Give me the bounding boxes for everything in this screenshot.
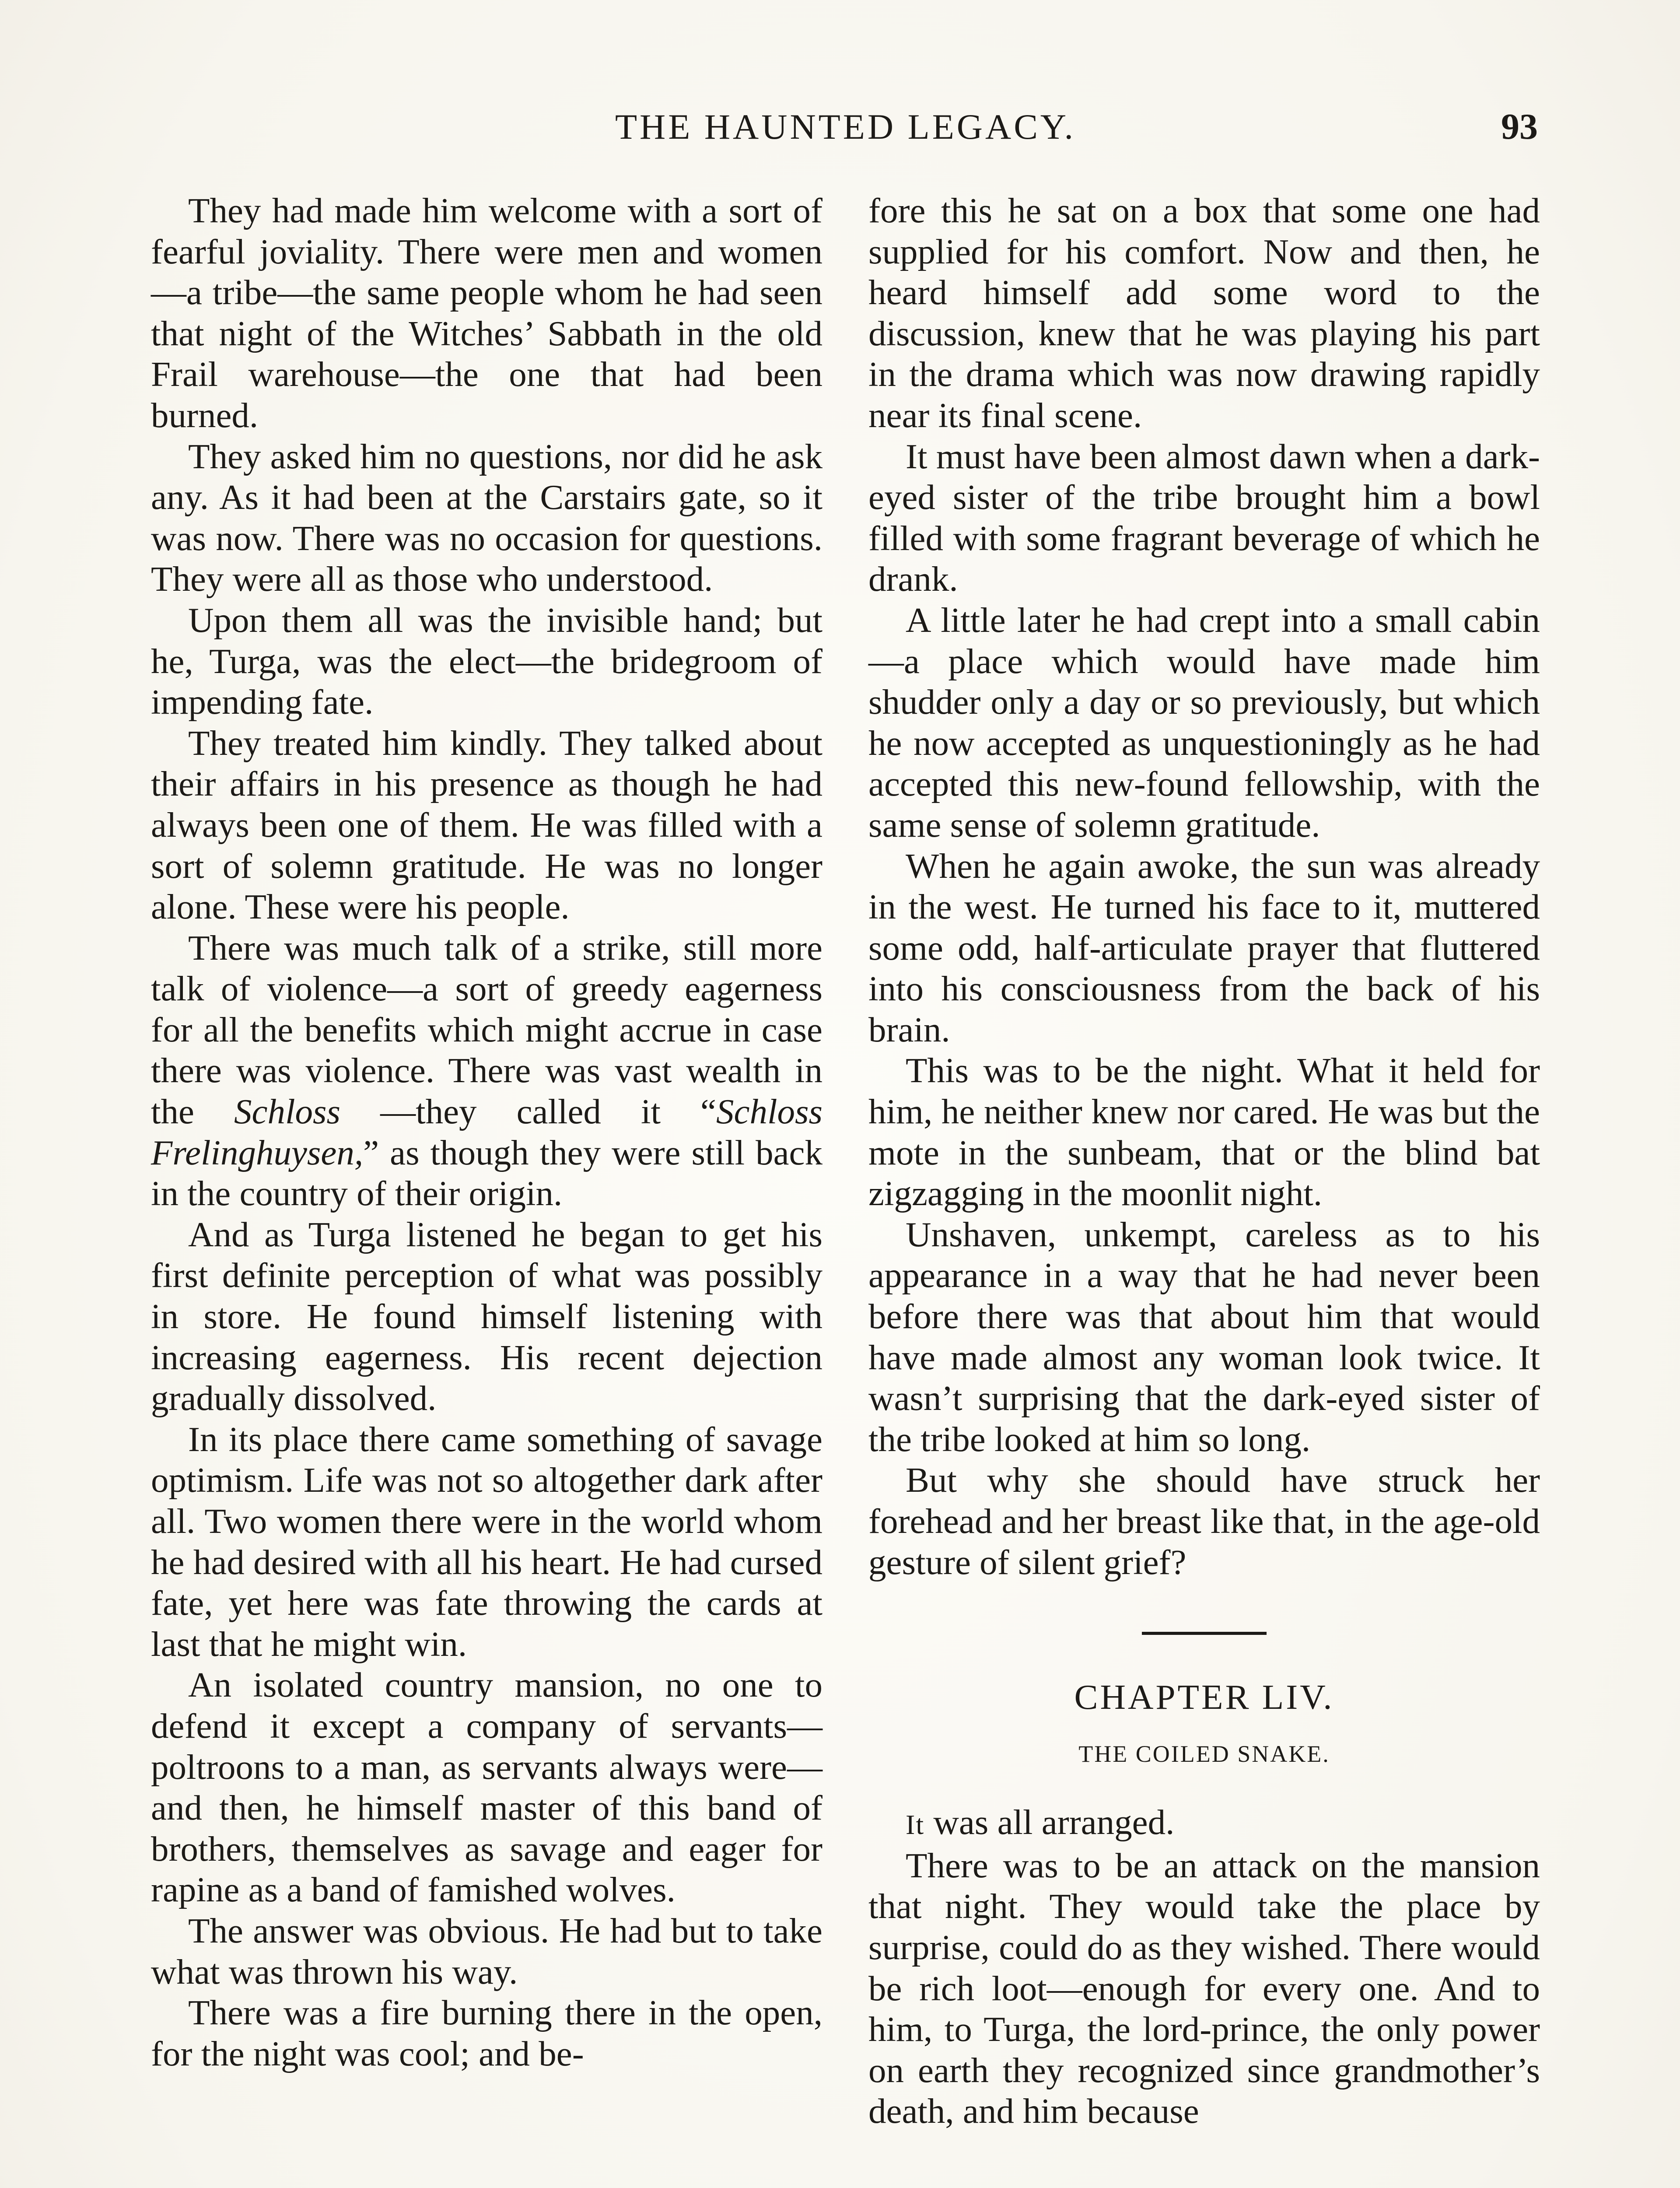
page-number: 93 [1501, 106, 1538, 147]
small-caps-opening: It [906, 1809, 925, 1841]
left-column [151, 190, 822, 2074]
paragraph: fore this he sat on a box that some one had supplied for his comfort. Now and then, he heard himself add some word to the discussion, knew that he was playing his part in the drama which was now drawing rapidly near its final scene. [868, 191, 1540, 435]
paragraph: They treated him kindly. They talked about their affairs in his presence as though he had always been one of them. He was filled with a sort of solemn gratitude. He was no longer alone. These were his people. [151, 723, 822, 927]
text-run: —they called it “ [340, 1092, 716, 1132]
paragraph: This was to be the night. What it held for him, he neither knew nor cared. He was but the mote in the sunbeam, that or the blind bat zigzagging in the moonlit night. [868, 1051, 1540, 1213]
paragraph: Upon them all was the invisible hand; but he, Turga, was the elect—the bridegroom of impending fate. [151, 600, 822, 722]
section-divider [1142, 1632, 1267, 1635]
paragraph: An isolated country mansion, no one to defend it except a company of servants—poltroons to a man, as servants always were—and then, he himself master of this band of brothers, themselves as savage and eager for rapine as a band of famished wolves. [151, 1665, 822, 1910]
paragraph: But why she should have struck her forehead and her breast like that, in the age-old gesture of silent grief? [868, 1460, 1540, 1582]
paragraph: Unshaven, unkempt, careless as to his appearance in a way that he had never been before there was that about him that would have made almost any woman look twice. It wasn’t surprising that the dark-eyed sister of the tribe looked at him so long. [868, 1214, 1540, 1459]
right-column [868, 190, 1540, 2132]
paragraph: There was a fire burning there in the open, for the night was cool; and be- [151, 1993, 822, 2073]
paragraph: When he again awoke, the sun was already in the west. He turned his face to it, muttered some odd, half-articulate prayer that fluttered into his consciousness from the back of his brain. [868, 846, 1540, 1049]
paragraph: And as Turga listened he began to get his first definite perception of what was possibly in store. He found himself listening with increasing eagerness. His recent dejection gradually dissolved. [151, 1214, 822, 1418]
paragraph [151, 928, 822, 1214]
text-run: There was much talk of a strike, still more talk of violence—a sort of greedy eagerness for all the benefits which might accrue in case there was violence. There was vast wealth in the [151, 928, 822, 1132]
italic-text: Schloss Frelinghuysen, [151, 1092, 822, 1172]
paragraph [868, 1802, 1540, 1845]
text-run: ” as though they were still back in the country of their origin. [151, 1133, 822, 1213]
running-head: THE HAUNTED LEGACY. [615, 107, 1076, 147]
paragraph: A little later he had crept into a small cabin—a place which would have made him shudder only a day or so previously, but which he now accepted as unquestioningly as he had accepted this new-found fellowship, with the same sense of solemn gratitude. [868, 600, 1540, 845]
paragraph: In its place there came something of savage optimism. Life was not so altogether dark after all. Two women there were in the world whom he had desired with all his heart. He had cursed fate, yet here was fate throwing the cards at last that he might win. [151, 1419, 822, 1664]
italic-text: Schloss [234, 1092, 341, 1132]
paragraph: They had made him welcome with a sort of fearful joviality. There were men and women—a tribe—the same people whom he had seen that night of the Witches’ Sabbath in the old Frail warehouse—the one that had been burned. [151, 191, 822, 435]
paragraph: It must have been almost dawn when a dark-eyed sister of the tribe brought him a bowl filled with some fragrant beverage of which he drank. [868, 436, 1540, 599]
paragraph: The answer was obvious. He had but to take what was thrown his way. [151, 1911, 822, 1992]
paragraph: There was to be an attack on the mansion that night. They would take the place by surprise, could do as they wished. There would be rich loot—enough for every one. And to him, to Turga, the lord-prince, the only power on earth they recognized since grandmother’s death, and him because [868, 1845, 1540, 2131]
text-run: was all arranged. [924, 1802, 1175, 1842]
paragraph: They asked him no questions, nor did he ask any. As it had been at the Carstairs gate, so it was now. There was no occasion for questions. They were all as those who understood. [151, 436, 822, 599]
chapter-title: CHAPTER LIV. [1074, 1677, 1334, 1717]
chapter-subtitle: THE COILED SNAKE. [1078, 1741, 1330, 1767]
page-header [153, 101, 1538, 153]
